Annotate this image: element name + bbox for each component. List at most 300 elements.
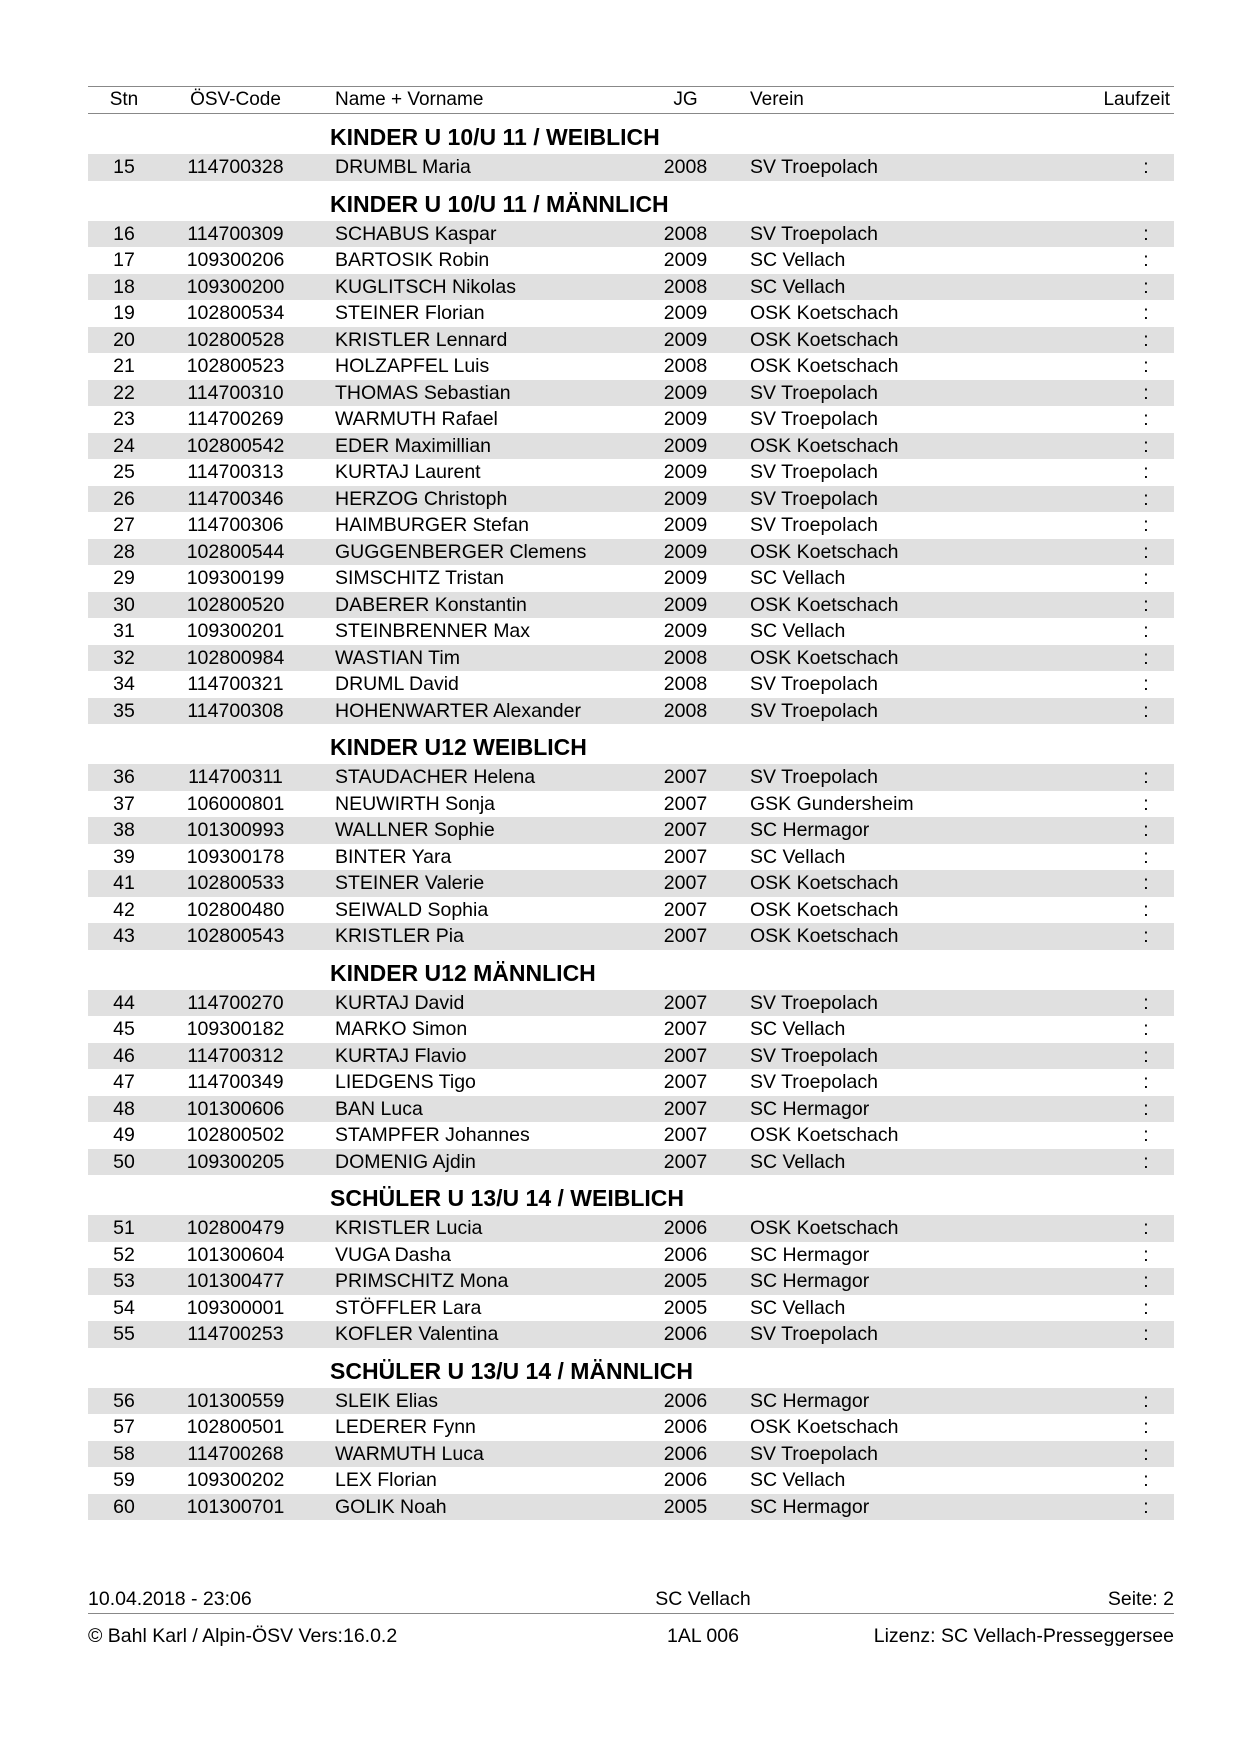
cell-verein: SC Vellach — [750, 620, 846, 642]
cell-verein: SV Troepolach — [750, 514, 878, 536]
cell-stn: 35 — [113, 699, 135, 722]
cell-name: STAUDACHER Helena — [335, 766, 536, 788]
cell-jg: 2009 — [663, 593, 708, 616]
cell-name: NEUWIRTH Sonja — [335, 792, 496, 815]
cell-name: LIEDGENS Tigo — [335, 1071, 476, 1093]
cell-name: HOHENWARTER Alexander — [335, 699, 581, 722]
cell-verein: SV Troepolach — [750, 1323, 878, 1345]
cell-osv-code: 114700321 — [187, 673, 284, 695]
cell-name: BAN Luca — [335, 1097, 423, 1120]
cell-jg: 2007 — [663, 1124, 708, 1146]
cell-jg: 2009 — [663, 514, 708, 536]
cell-verein: SV Troepolach — [750, 408, 878, 430]
cell-verein: OSK Koetschach — [750, 302, 899, 324]
cell-stn: 29 — [113, 567, 135, 589]
table-row — [88, 353, 1174, 380]
cell-jg: 2009 — [663, 408, 708, 430]
table-row — [88, 1388, 1174, 1415]
cell-laufzeit: : — [1143, 845, 1149, 868]
cell-laufzeit: : — [1143, 673, 1149, 695]
table-row — [88, 1149, 1174, 1176]
table-header — [88, 86, 1174, 114]
cell-verein: SV Troepolach — [750, 1442, 878, 1465]
cell-jg: 2007 — [663, 1071, 708, 1093]
cell-jg: 2009 — [663, 461, 708, 483]
cell-name: LEX Florian — [335, 1469, 437, 1491]
cell-verein: OSK Koetschach — [750, 646, 899, 669]
table-row — [88, 1096, 1174, 1123]
cell-stn: 60 — [113, 1495, 135, 1518]
cell-verein: OSK Koetschach — [750, 898, 899, 921]
cell-laufzeit: : — [1143, 1469, 1149, 1491]
cell-jg: 2008 — [663, 222, 708, 245]
cell-osv-code: 114700312 — [187, 1044, 284, 1067]
cell-jg: 2009 — [663, 249, 708, 271]
cell-osv-code: 102800480 — [186, 898, 285, 921]
cell-verein: SV Troepolach — [750, 156, 878, 178]
cell-verein: OSK Koetschach — [750, 434, 899, 457]
cell-name: KURTAJ David — [335, 991, 465, 1014]
cell-verein: SV Troepolach — [750, 487, 878, 510]
cell-osv-code: 114700306 — [187, 514, 284, 536]
cell-stn: 42 — [113, 898, 135, 921]
cell-stn: 58 — [113, 1442, 135, 1465]
table-row — [88, 300, 1174, 327]
cell-jg: 2007 — [663, 792, 708, 815]
cell-name: WARMUTH Luca — [335, 1442, 484, 1465]
table-row — [88, 565, 1174, 592]
cell-verein: SV Troepolach — [750, 222, 878, 245]
cell-laufzeit: : — [1143, 514, 1149, 536]
cell-osv-code: 114700308 — [187, 699, 284, 722]
cell-verein: SC Hermagor — [750, 1270, 870, 1292]
cell-jg: 2009 — [663, 434, 708, 457]
cell-laufzeit: : — [1143, 1243, 1149, 1266]
cell-laufzeit: : — [1143, 593, 1149, 616]
cell-stn: 45 — [113, 1018, 135, 1040]
cell-laufzeit: : — [1143, 925, 1149, 947]
cell-laufzeit: : — [1143, 355, 1149, 377]
cell-name: MARKO Simon — [335, 1018, 468, 1040]
cell-name: KURTAJ Flavio — [335, 1044, 467, 1067]
cell-osv-code: 102800528 — [186, 328, 285, 351]
cell-name: HAIMBURGER Stefan — [335, 514, 529, 536]
cell-laufzeit: : — [1143, 1097, 1149, 1120]
table-row — [88, 817, 1174, 844]
cell-jg: 2009 — [663, 567, 708, 589]
header-laufzeit: Laufzeit — [1103, 89, 1170, 110]
cell-laufzeit: : — [1143, 328, 1149, 351]
cell-name: SEIWALD Sophia — [335, 898, 489, 921]
cell-osv-code: 101300559 — [186, 1389, 285, 1412]
cell-jg: 2005 — [663, 1270, 708, 1292]
cell-osv-code: 114700309 — [187, 222, 284, 245]
cell-name: SLEIK Elias — [335, 1389, 438, 1412]
cell-name: WALLNER Sophie — [335, 819, 495, 841]
cell-jg: 2008 — [663, 156, 708, 178]
cell-laufzeit: : — [1143, 1044, 1149, 1067]
cell-laufzeit: : — [1143, 991, 1149, 1014]
cell-jg: 2007 — [663, 1018, 708, 1040]
cell-osv-code: 114700253 — [187, 1323, 284, 1345]
cell-osv-code: 102800984 — [186, 646, 285, 669]
section-title: SCHÜLER U 13/U 14 / WEIBLICH — [330, 1185, 684, 1211]
cell-osv-code: 102800502 — [186, 1124, 285, 1146]
cell-osv-code: 114700349 — [187, 1071, 284, 1093]
cell-stn: 46 — [113, 1044, 135, 1067]
cell-name: VUGA Dasha — [335, 1243, 451, 1266]
cell-jg: 2007 — [663, 1150, 708, 1173]
table-row — [88, 1441, 1174, 1468]
cell-jg: 2009 — [663, 487, 708, 510]
cell-jg: 2007 — [663, 898, 708, 921]
cell-name: SIMSCHITZ Tristan — [335, 567, 505, 589]
cell-osv-code: 101300606 — [186, 1097, 285, 1120]
cell-verein: SC Hermagor — [750, 1097, 870, 1120]
cell-verein: GSK Gundersheim — [750, 792, 914, 815]
cell-stn: 54 — [113, 1296, 135, 1319]
cell-laufzeit: : — [1143, 1270, 1149, 1292]
cell-jg: 2006 — [663, 1442, 708, 1465]
cell-verein: SC Vellach — [750, 1150, 846, 1173]
cell-name: SCHABUS Kaspar — [335, 222, 497, 245]
cell-jg: 2007 — [663, 1044, 708, 1067]
table-row — [88, 539, 1174, 566]
cell-jg: 2006 — [663, 1416, 708, 1438]
cell-stn: 20 — [113, 328, 135, 351]
cell-osv-code: 102800479 — [186, 1217, 285, 1239]
cell-stn: 53 — [113, 1270, 135, 1292]
cell-laufzeit: : — [1143, 766, 1149, 788]
cell-stn: 41 — [113, 872, 135, 894]
cell-laufzeit: : — [1143, 1389, 1149, 1412]
footer-page: Seite: 2 — [1107, 1588, 1174, 1610]
cell-laufzeit: : — [1143, 1296, 1149, 1319]
cell-name: KRISTLER Lennard — [335, 328, 508, 351]
cell-stn: 52 — [113, 1243, 135, 1266]
cell-jg: 2005 — [663, 1495, 708, 1518]
cell-jg: 2008 — [663, 646, 708, 669]
cell-stn: 43 — [113, 925, 135, 947]
cell-name: KUGLITSCH Nikolas — [335, 275, 516, 298]
cell-jg: 2006 — [663, 1389, 708, 1412]
cell-verein: SC Vellach — [750, 1296, 846, 1319]
cell-stn: 36 — [113, 766, 135, 788]
cell-name: BINTER Yara — [335, 845, 452, 868]
footer-bottom — [88, 1622, 1174, 1650]
table-row — [88, 618, 1174, 645]
cell-verein: OSK Koetschach — [750, 872, 899, 894]
cell-laufzeit: : — [1143, 620, 1149, 642]
cell-jg: 2009 — [663, 381, 708, 404]
cell-verein: SV Troepolach — [750, 381, 878, 404]
section-title: KINDER U 10/U 11 / WEIBLICH — [330, 124, 660, 150]
footer-top — [88, 1585, 1174, 1614]
cell-verein: SV Troepolach — [750, 1044, 878, 1067]
cell-verein: SC Hermagor — [750, 1389, 870, 1412]
cell-verein: SC Vellach — [750, 845, 846, 868]
cell-stn: 55 — [113, 1323, 135, 1345]
cell-jg: 2007 — [663, 925, 708, 947]
cell-name: HERZOG Christoph — [335, 487, 508, 510]
cell-name: STEINBRENNER Max — [335, 620, 531, 642]
cell-osv-code: 101300604 — [186, 1243, 285, 1266]
cell-osv-code: 102800544 — [186, 540, 285, 563]
cell-name: PRIMSCHITZ Mona — [335, 1270, 509, 1292]
table-row — [88, 1268, 1174, 1295]
table-row — [88, 1295, 1174, 1322]
cell-jg: 2007 — [663, 819, 708, 841]
cell-osv-code: 109300206 — [186, 249, 285, 271]
cell-stn: 51 — [113, 1217, 135, 1239]
cell-name: WASTIAN Tim — [335, 646, 460, 669]
cell-osv-code: 102800520 — [186, 593, 285, 616]
cell-osv-code: 114700269 — [187, 408, 284, 430]
table-row — [88, 844, 1174, 871]
table-row — [88, 592, 1174, 619]
table-row — [88, 1321, 1174, 1348]
cell-stn: 56 — [113, 1389, 135, 1412]
section-title: SCHÜLER U 13/U 14 / MÄNNLICH — [330, 1357, 693, 1384]
table-row — [88, 1467, 1174, 1494]
cell-name: DABERER Konstantin — [335, 593, 527, 616]
cell-jg: 2008 — [663, 673, 708, 695]
cell-jg: 2009 — [663, 302, 708, 324]
cell-stn: 26 — [113, 487, 135, 510]
cell-osv-code: 109300199 — [186, 567, 285, 589]
cell-verein: OSK Koetschach — [750, 1124, 899, 1146]
table-row — [88, 791, 1174, 818]
cell-laufzeit: : — [1143, 898, 1149, 921]
table-row — [88, 1122, 1174, 1149]
cell-stn: 17 — [113, 249, 135, 271]
cell-laufzeit: : — [1143, 1071, 1149, 1093]
cell-jg: 2009 — [663, 328, 708, 351]
table-row — [88, 327, 1174, 354]
cell-jg: 2008 — [663, 699, 708, 722]
table-row — [88, 870, 1174, 897]
table-row — [88, 897, 1174, 924]
table-row — [88, 380, 1174, 407]
cell-osv-code: 114700328 — [187, 156, 284, 178]
footer-license: Lizenz: SC Vellach-Presseggersee — [873, 1625, 1174, 1647]
cell-name: STÖFFLER Lara — [335, 1296, 482, 1319]
cell-verein: SC Hermagor — [750, 1495, 870, 1518]
cell-jg: 2008 — [663, 355, 708, 377]
section-title: KINDER U 10/U 11 / MÄNNLICH — [330, 190, 669, 217]
cell-osv-code: 114700346 — [187, 487, 284, 510]
cell-stn: 18 — [113, 275, 135, 298]
cell-name: KOFLER Valentina — [335, 1323, 499, 1345]
cell-name: BARTOSIK Robin — [335, 249, 490, 271]
cell-laufzeit: : — [1143, 434, 1149, 457]
cell-stn: 48 — [113, 1097, 135, 1120]
cell-jg: 2006 — [663, 1323, 708, 1345]
table-row — [88, 698, 1174, 725]
cell-laufzeit: : — [1143, 819, 1149, 841]
cell-laufzeit: : — [1143, 1150, 1149, 1173]
cell-stn: 34 — [113, 673, 135, 695]
table-row — [88, 1414, 1174, 1441]
cell-laufzeit: : — [1143, 872, 1149, 894]
cell-stn: 23 — [113, 408, 135, 430]
cell-verein: SC Hermagor — [750, 1243, 870, 1266]
cell-jg: 2007 — [663, 845, 708, 868]
table-row — [88, 512, 1174, 539]
table-row — [88, 923, 1174, 950]
cell-laufzeit: : — [1143, 1323, 1149, 1345]
table-row — [88, 274, 1174, 301]
cell-laufzeit: : — [1143, 222, 1149, 245]
footer-organizer: SC Vellach — [655, 1588, 751, 1610]
cell-verein: OSK Koetschach — [750, 540, 899, 563]
cell-verein: SV Troepolach — [750, 766, 878, 788]
cell-name: LEDERER Fynn — [335, 1416, 476, 1438]
footer-copyright: © Bahl Karl / Alpin-ÖSV Vers:16.0.2 — [88, 1625, 398, 1647]
cell-osv-code: 102800534 — [186, 302, 285, 324]
sections-container — [88, 114, 1174, 1520]
cell-name: KURTAJ Laurent — [335, 461, 481, 483]
cell-osv-code: 102800543 — [186, 925, 285, 947]
cell-verein: SC Vellach — [750, 249, 846, 271]
cell-name: STEINER Valerie — [335, 872, 485, 894]
cell-stn: 24 — [113, 434, 135, 457]
cell-stn: 19 — [113, 302, 135, 324]
cell-verein: OSK Koetschach — [750, 1416, 899, 1438]
cell-osv-code: 109300200 — [186, 275, 285, 298]
cell-osv-code: 109300202 — [186, 1469, 285, 1491]
cell-laufzeit: : — [1143, 1442, 1149, 1465]
cell-name: DRUML David — [335, 673, 459, 695]
cell-laufzeit: : — [1143, 302, 1149, 324]
cell-stn: 25 — [113, 461, 135, 483]
table-row — [88, 671, 1174, 698]
table-row — [88, 1494, 1174, 1521]
cell-jg: 2007 — [663, 872, 708, 894]
cell-jg: 2005 — [663, 1296, 708, 1319]
cell-jg: 2009 — [663, 540, 708, 563]
cell-verein: SC Vellach — [750, 275, 846, 298]
cell-jg: 2006 — [663, 1469, 708, 1491]
cell-laufzeit: : — [1143, 792, 1149, 815]
cell-stn: 47 — [113, 1071, 135, 1093]
cell-name: GUGGENBERGER Clemens — [335, 540, 587, 563]
cell-name: KRISTLER Lucia — [335, 1217, 483, 1239]
cell-laufzeit: : — [1143, 1495, 1149, 1518]
section-title: KINDER U12 MÄNNLICH — [330, 959, 596, 986]
table-row — [88, 247, 1174, 274]
cell-laufzeit: : — [1143, 567, 1149, 589]
cell-laufzeit: : — [1143, 275, 1149, 298]
cell-stn: 27 — [113, 514, 135, 536]
cell-verein: SV Troepolach — [750, 991, 878, 1014]
cell-stn: 32 — [113, 646, 135, 669]
cell-osv-code: 114700268 — [187, 1442, 284, 1465]
cell-osv-code: 114700311 — [188, 766, 283, 788]
cell-name: STAMPFER Johannes — [335, 1124, 530, 1146]
cell-verein: SV Troepolach — [750, 461, 878, 483]
cell-stn: 39 — [113, 845, 135, 868]
cell-jg: 2007 — [663, 991, 708, 1014]
cell-stn: 38 — [113, 819, 135, 841]
cell-verein: SC Vellach — [750, 1018, 846, 1040]
cell-stn: 31 — [113, 620, 135, 642]
cell-laufzeit: : — [1143, 540, 1149, 563]
cell-laufzeit: : — [1143, 156, 1149, 178]
cell-osv-code: 106000801 — [186, 792, 285, 815]
cell-osv-code: 109300001 — [186, 1296, 285, 1319]
cell-stn: 22 — [113, 381, 135, 404]
cell-laufzeit: : — [1143, 1217, 1149, 1239]
cell-osv-code: 102800523 — [186, 355, 285, 377]
cell-name: STEINER Florian — [335, 302, 485, 324]
table-row — [88, 1016, 1174, 1043]
cell-jg: 2007 — [663, 766, 708, 788]
table-row — [88, 1069, 1174, 1096]
table-row — [88, 221, 1174, 248]
cell-verein: OSK Koetschach — [750, 1217, 899, 1239]
cell-stn: 44 — [113, 991, 135, 1014]
cell-laufzeit: : — [1143, 1124, 1149, 1146]
cell-stn: 57 — [113, 1416, 135, 1438]
cell-jg: 2009 — [663, 620, 708, 642]
cell-name: DOMENIG Ajdin — [335, 1150, 476, 1173]
header-name: Name + Vorname — [335, 89, 484, 110]
cell-name: WARMUTH Rafael — [335, 408, 498, 430]
cell-name: KRISTLER Pia — [335, 925, 464, 947]
cell-laufzeit: : — [1143, 1018, 1149, 1040]
table-row — [88, 645, 1174, 672]
table-row — [88, 154, 1174, 181]
cell-osv-code: 114700313 — [187, 461, 284, 483]
cell-verein: OSK Koetschach — [750, 925, 899, 947]
cell-name: THOMAS Sebastian — [335, 381, 511, 404]
cell-name: EDER Maximillian — [335, 434, 492, 457]
cell-laufzeit: : — [1143, 699, 1149, 722]
cell-stn: 37 — [113, 792, 135, 815]
cell-name: HOLZAPFEL Luis — [335, 355, 490, 377]
cell-stn: 28 — [113, 540, 135, 563]
cell-stn: 16 — [113, 222, 135, 245]
cell-osv-code: 102800501 — [186, 1416, 285, 1438]
start-list — [88, 86, 1174, 1520]
table-row — [88, 433, 1174, 460]
cell-stn: 15 — [113, 156, 135, 178]
table-row — [88, 1043, 1174, 1070]
table-row — [88, 764, 1174, 791]
cell-osv-code: 114700310 — [187, 381, 284, 404]
cell-osv-code: 109300201 — [186, 620, 285, 642]
cell-verein: SC Vellach — [750, 1469, 846, 1491]
table-row — [88, 1242, 1174, 1269]
cell-osv-code: 114700270 — [187, 991, 284, 1014]
cell-laufzeit: : — [1143, 487, 1149, 510]
cell-jg: 2008 — [663, 275, 708, 298]
cell-verein: SC Hermagor — [750, 819, 870, 841]
cell-laufzeit: : — [1143, 408, 1149, 430]
cell-laufzeit: : — [1143, 249, 1149, 271]
cell-laufzeit: : — [1143, 381, 1149, 404]
cell-osv-code: 102800533 — [186, 872, 285, 894]
header-osv-code: ÖSV-Code — [190, 89, 281, 110]
cell-verein: SV Troepolach — [750, 699, 878, 722]
footer-event-code: 1AL 006 — [667, 1625, 739, 1647]
cell-stn: 21 — [113, 355, 135, 377]
cell-jg: 2006 — [663, 1217, 708, 1239]
cell-verein: SC Vellach — [750, 567, 846, 589]
table-row — [88, 459, 1174, 486]
table-row — [88, 990, 1174, 1017]
